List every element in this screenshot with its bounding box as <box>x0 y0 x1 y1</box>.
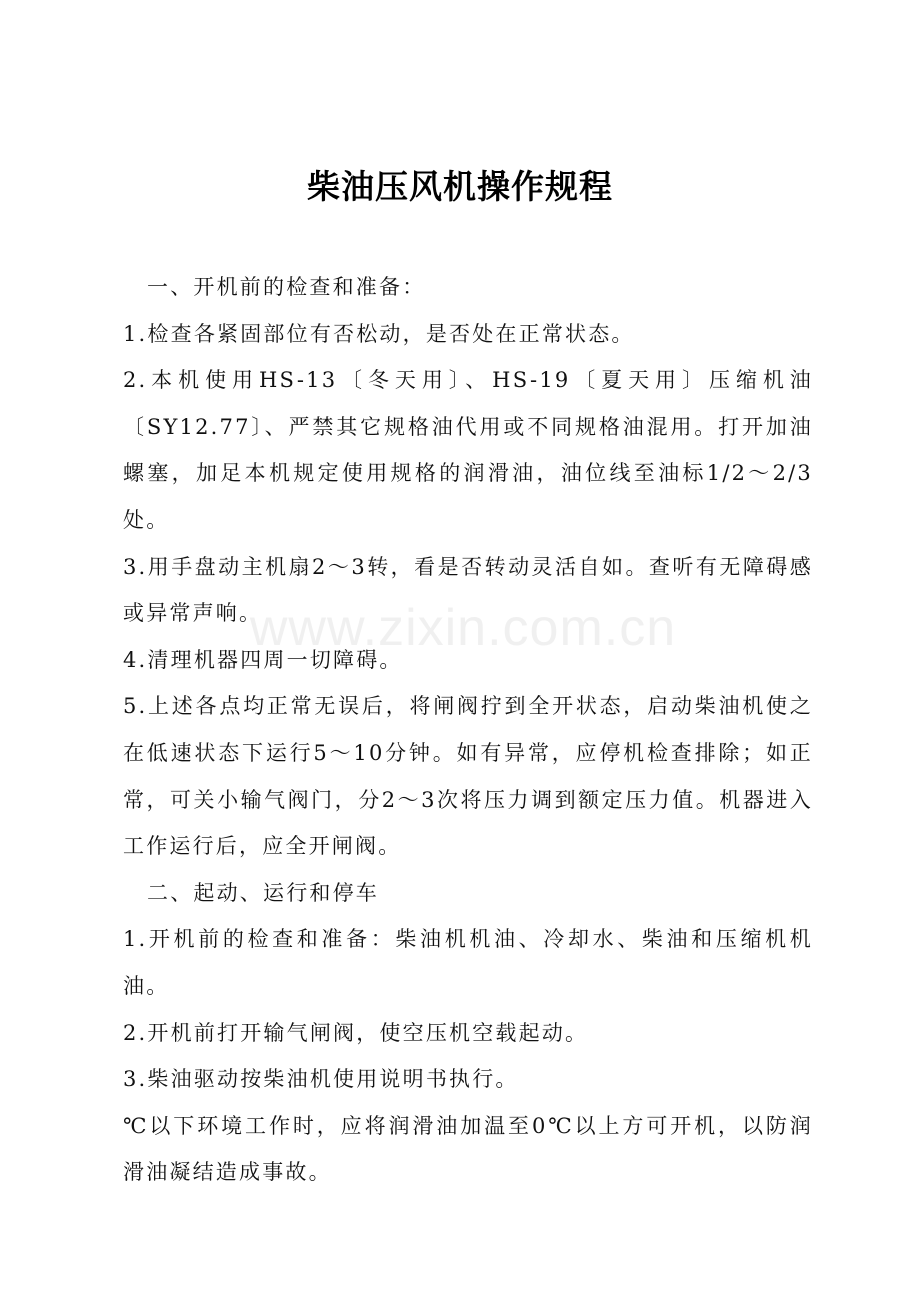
watermark-text: www.zixin.com.cn <box>249 599 677 657</box>
list-item: 5.上述各点均正常无误后，将闸阀拧到全开状态，启动柴油机使之在低速状态下运行5～10分钟。如有异常，应停机检查排除；如正常，可关小输气阀门，分2～3次将压力调到额定压力值。机器进入工作运行后，应全开闸阀。 <box>123 694 813 859</box>
list-item: 2.开机前打开输气闸阀，使空压机空载起动。 <box>123 1020 589 1045</box>
list-item: 4.清理机器四周一切障碍。 <box>123 647 403 672</box>
list-item: 2.本机使用HS-13〔冬天用〕、HS-19〔夏天用〕压缩机油〔SY12.77〕、严禁其它规格油代用或不同规格油混用。打开加油螺塞，加足本机规定使用规格的润滑油，油位线至油标1/2～2/3处。 <box>123 368 813 532</box>
list-item: 3.柴油驱动按柴油机使用说明书执行。 <box>123 1067 519 1092</box>
document-body <box>123 264 813 1196</box>
section-heading-2: 二、起动、运行和停车 <box>147 880 379 905</box>
section-heading-1: 一、开机前的检查和准备： <box>147 275 426 299</box>
list-item: ℃以下环境工作时，应将润滑油加温至0℃以上方可开机，以防润滑油凝结造成事故。 <box>123 1113 813 1185</box>
list-item: 1.开机前的检查和准备：柴油机机油、冷却水、柴油和压缩机机油。 <box>123 927 813 998</box>
document-title: 柴油压风机操作规程 <box>307 167 613 206</box>
list-item: 1.检查各紧固部位有否松动，是否处在正常状态。 <box>123 321 635 346</box>
list-item: 3.用手盘动主机扇2～3转，看是否转动灵活自如。查听有无障碍感或异常声响。 <box>123 554 813 626</box>
